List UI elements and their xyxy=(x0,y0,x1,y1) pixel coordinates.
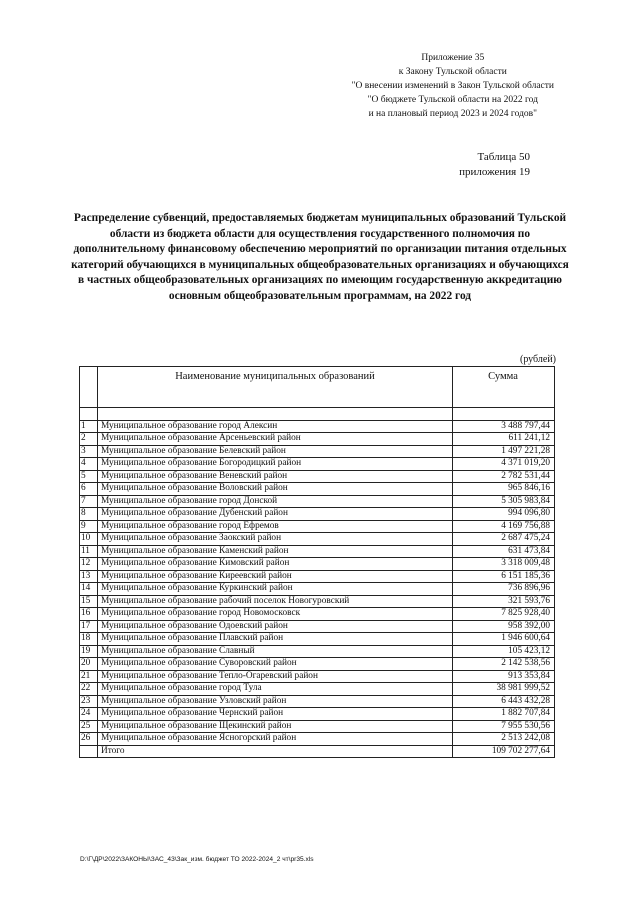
header-number-cell xyxy=(80,367,98,408)
row-number-cell: 5 xyxy=(80,470,98,483)
row-number-cell: 25 xyxy=(80,720,98,733)
table-row xyxy=(80,420,555,433)
row-number-cell: 12 xyxy=(80,558,98,571)
table-row xyxy=(80,545,555,558)
row-sum-cell: 3 488 797,44 xyxy=(453,420,555,433)
appendix-line: "О внесении изменений в Закон Тульской области xyxy=(351,81,554,91)
row-name-cell: Муниципальное образование город Алексин xyxy=(98,420,453,433)
table-row xyxy=(80,558,555,571)
row-name-cell: Муниципальное образование Заокский район xyxy=(98,533,453,546)
table-row xyxy=(80,583,555,596)
appendix-header xyxy=(352,51,554,121)
row-name-cell: Муниципальное образование Славный xyxy=(98,645,453,658)
row-number-cell: 1 xyxy=(80,420,98,433)
row-sum-cell: 5 305 983,84 xyxy=(453,495,555,508)
row-number-cell: 16 xyxy=(80,608,98,621)
row-sum-cell: 631 473,84 xyxy=(453,545,555,558)
row-sum-cell: 321 593,76 xyxy=(453,595,555,608)
row-name-cell: Муниципальное образование город Ефремов xyxy=(98,520,453,533)
table-row xyxy=(80,520,555,533)
row-sum-cell: 38 981 999,52 xyxy=(453,683,555,696)
row-number-cell: 19 xyxy=(80,645,98,658)
row-number-cell: 8 xyxy=(80,508,98,521)
row-name-cell: Муниципальное образование Тепло-Огаревский район xyxy=(98,670,453,683)
table-row xyxy=(80,533,555,546)
header-name-cell: Наименование муниципальных образований xyxy=(98,367,453,408)
row-sum-cell: 1 882 707,84 xyxy=(453,708,555,721)
table-reference xyxy=(430,150,530,180)
total-sum-cell: 109 702 277,64 xyxy=(453,745,555,758)
row-name-cell: Муниципальное образование город Тула xyxy=(98,683,453,696)
row-sum-cell: 4 371 019,20 xyxy=(453,458,555,471)
table-row xyxy=(80,458,555,471)
appendix-line: к Закону Тульской области xyxy=(398,67,507,77)
row-sum-cell: 913 353,84 xyxy=(453,670,555,683)
row-sum-cell: 6 443 432,28 xyxy=(453,695,555,708)
header-sum-cell: Сумма xyxy=(453,367,555,408)
row-number-cell: 3 xyxy=(80,445,98,458)
row-number-cell: 14 xyxy=(80,583,98,596)
table-spacer-row xyxy=(80,408,555,421)
row-sum-cell: 2 782 531,44 xyxy=(453,470,555,483)
table-header-row xyxy=(80,367,555,408)
table-row xyxy=(80,645,555,658)
table-row xyxy=(80,495,555,508)
row-sum-cell: 2 687 475,24 xyxy=(453,533,555,546)
row-sum-cell: 105 423,12 xyxy=(453,645,555,658)
row-sum-cell: 7 955 530,56 xyxy=(453,720,555,733)
row-sum-cell: 965 846,16 xyxy=(453,483,555,496)
table-total-row xyxy=(80,745,555,758)
row-name-cell: Муниципальное образование Арсеньевский район xyxy=(98,433,453,446)
row-name-cell: Муниципальное образование Каменский район xyxy=(98,545,453,558)
row-number-cell: 15 xyxy=(80,595,98,608)
table-row xyxy=(80,595,555,608)
spacer-cell xyxy=(80,408,98,421)
row-number-cell: 22 xyxy=(80,683,98,696)
spacer-cell xyxy=(98,408,453,421)
row-number-cell: 13 xyxy=(80,570,98,583)
table-row xyxy=(80,720,555,733)
row-number-cell: 4 xyxy=(80,458,98,471)
table-row xyxy=(80,445,555,458)
table-row xyxy=(80,633,555,646)
row-name-cell: Муниципальное образование Киреевский район xyxy=(98,570,453,583)
appendix-line: и на плановый период 2023 и 2024 годов" xyxy=(368,109,538,119)
row-number-cell: 18 xyxy=(80,633,98,646)
table-reference-line: Таблица 50 xyxy=(477,151,530,163)
table-row xyxy=(80,670,555,683)
units-label: (рублей) xyxy=(519,354,556,365)
table-row xyxy=(80,570,555,583)
row-number-cell: 10 xyxy=(80,533,98,546)
table-row xyxy=(80,433,555,446)
row-sum-cell: 958 392,00 xyxy=(453,620,555,633)
row-name-cell: Муниципальное образование Плавский район xyxy=(98,633,453,646)
table-body xyxy=(80,408,555,746)
row-sum-cell: 736 896,96 xyxy=(453,583,555,596)
row-sum-cell: 994 096,80 xyxy=(453,508,555,521)
subvention-table xyxy=(79,366,555,758)
row-name-cell: Муниципальное образование Веневский район xyxy=(98,470,453,483)
row-sum-cell: 2 513 242,08 xyxy=(453,733,555,746)
total-number-cell xyxy=(80,745,98,758)
row-sum-cell: 3 318 009,48 xyxy=(453,558,555,571)
row-sum-cell: 1 946 600,64 xyxy=(453,633,555,646)
table-row xyxy=(80,508,555,521)
table-row xyxy=(80,683,555,696)
row-number-cell: 2 xyxy=(80,433,98,446)
appendix-line: Приложение 35 xyxy=(421,53,485,63)
row-number-cell: 7 xyxy=(80,495,98,508)
table-row xyxy=(80,733,555,746)
row-sum-cell: 2 142 538,56 xyxy=(453,658,555,671)
row-name-cell: Муниципальное образование Белевский район xyxy=(98,445,453,458)
row-sum-cell: 611 241,12 xyxy=(453,433,555,446)
row-name-cell: Муниципальное образование Одоевский район xyxy=(98,620,453,633)
row-name-cell: Муниципальное образование Узловский район xyxy=(98,695,453,708)
row-name-cell: Муниципальное образование город Донской xyxy=(98,495,453,508)
row-sum-cell: 7 825 928,40 xyxy=(453,608,555,621)
table-row xyxy=(80,658,555,671)
row-number-cell: 23 xyxy=(80,695,98,708)
row-name-cell: Муниципальное образование Воловский район xyxy=(98,483,453,496)
row-number-cell: 24 xyxy=(80,708,98,721)
spacer-cell xyxy=(453,408,555,421)
row-sum-cell: 4 169 756,88 xyxy=(453,520,555,533)
table-row xyxy=(80,695,555,708)
row-number-cell: 9 xyxy=(80,520,98,533)
row-name-cell: Муниципальное образование Богородицкий район xyxy=(98,458,453,471)
row-name-cell: Муниципальное образование Ясногорский район xyxy=(98,733,453,746)
row-name-cell: Муниципальное образование Щекинский район xyxy=(98,720,453,733)
file-path-footer: D:\Г\ДР\2022\ЗАКОНЫ\ЗАС_43\Зак_изм. бюджет ТО 2022-2024_2 чт\pr35.xls xyxy=(80,856,314,863)
row-sum-cell: 1 497 221,28 xyxy=(453,445,555,458)
table-row xyxy=(80,483,555,496)
table-row xyxy=(80,608,555,621)
document-title: Распределение субвенций, предоставляемых бюджетам муниципальных образований Тульской области из бюджета области для осуществления государственного полномочия по дополнительному финансовому обеспечению мероприятий по организации питания отдельных категорий обучающихся в муниципальных общеобразовательных организациях и обучающихся в частных общеобразовательных организациях по имеющим государственную аккредитацию основным общеобразовательным программам, на 2022 год xyxy=(71,212,569,302)
table-reference-line: приложения 19 xyxy=(459,166,530,178)
row-name-cell: Муниципальное образование Суворовский район xyxy=(98,658,453,671)
row-sum-cell: 6 151 185,36 xyxy=(453,570,555,583)
row-name-cell: Муниципальное образование Чернский район xyxy=(98,708,453,721)
row-number-cell: 17 xyxy=(80,620,98,633)
row-name-cell: Муниципальное образование город Новомосковск xyxy=(98,608,453,621)
table-row xyxy=(80,620,555,633)
total-label-cell: Итого xyxy=(98,745,453,758)
row-number-cell: 26 xyxy=(80,733,98,746)
row-name-cell: Муниципальное образование Дубенский район xyxy=(98,508,453,521)
table-row xyxy=(80,708,555,721)
row-number-cell: 21 xyxy=(80,670,98,683)
row-name-cell: Муниципальное образование Куркинский район xyxy=(98,583,453,596)
row-number-cell: 6 xyxy=(80,483,98,496)
table-row xyxy=(80,470,555,483)
row-number-cell: 20 xyxy=(80,658,98,671)
row-name-cell: Муниципальное образование Кимовский район xyxy=(98,558,453,571)
row-number-cell: 11 xyxy=(80,545,98,558)
row-name-cell: Муниципальное образование рабочий поселок Новогуровский xyxy=(98,595,453,608)
appendix-line: "О бюджете Тульской области на 2022 год xyxy=(367,95,538,105)
